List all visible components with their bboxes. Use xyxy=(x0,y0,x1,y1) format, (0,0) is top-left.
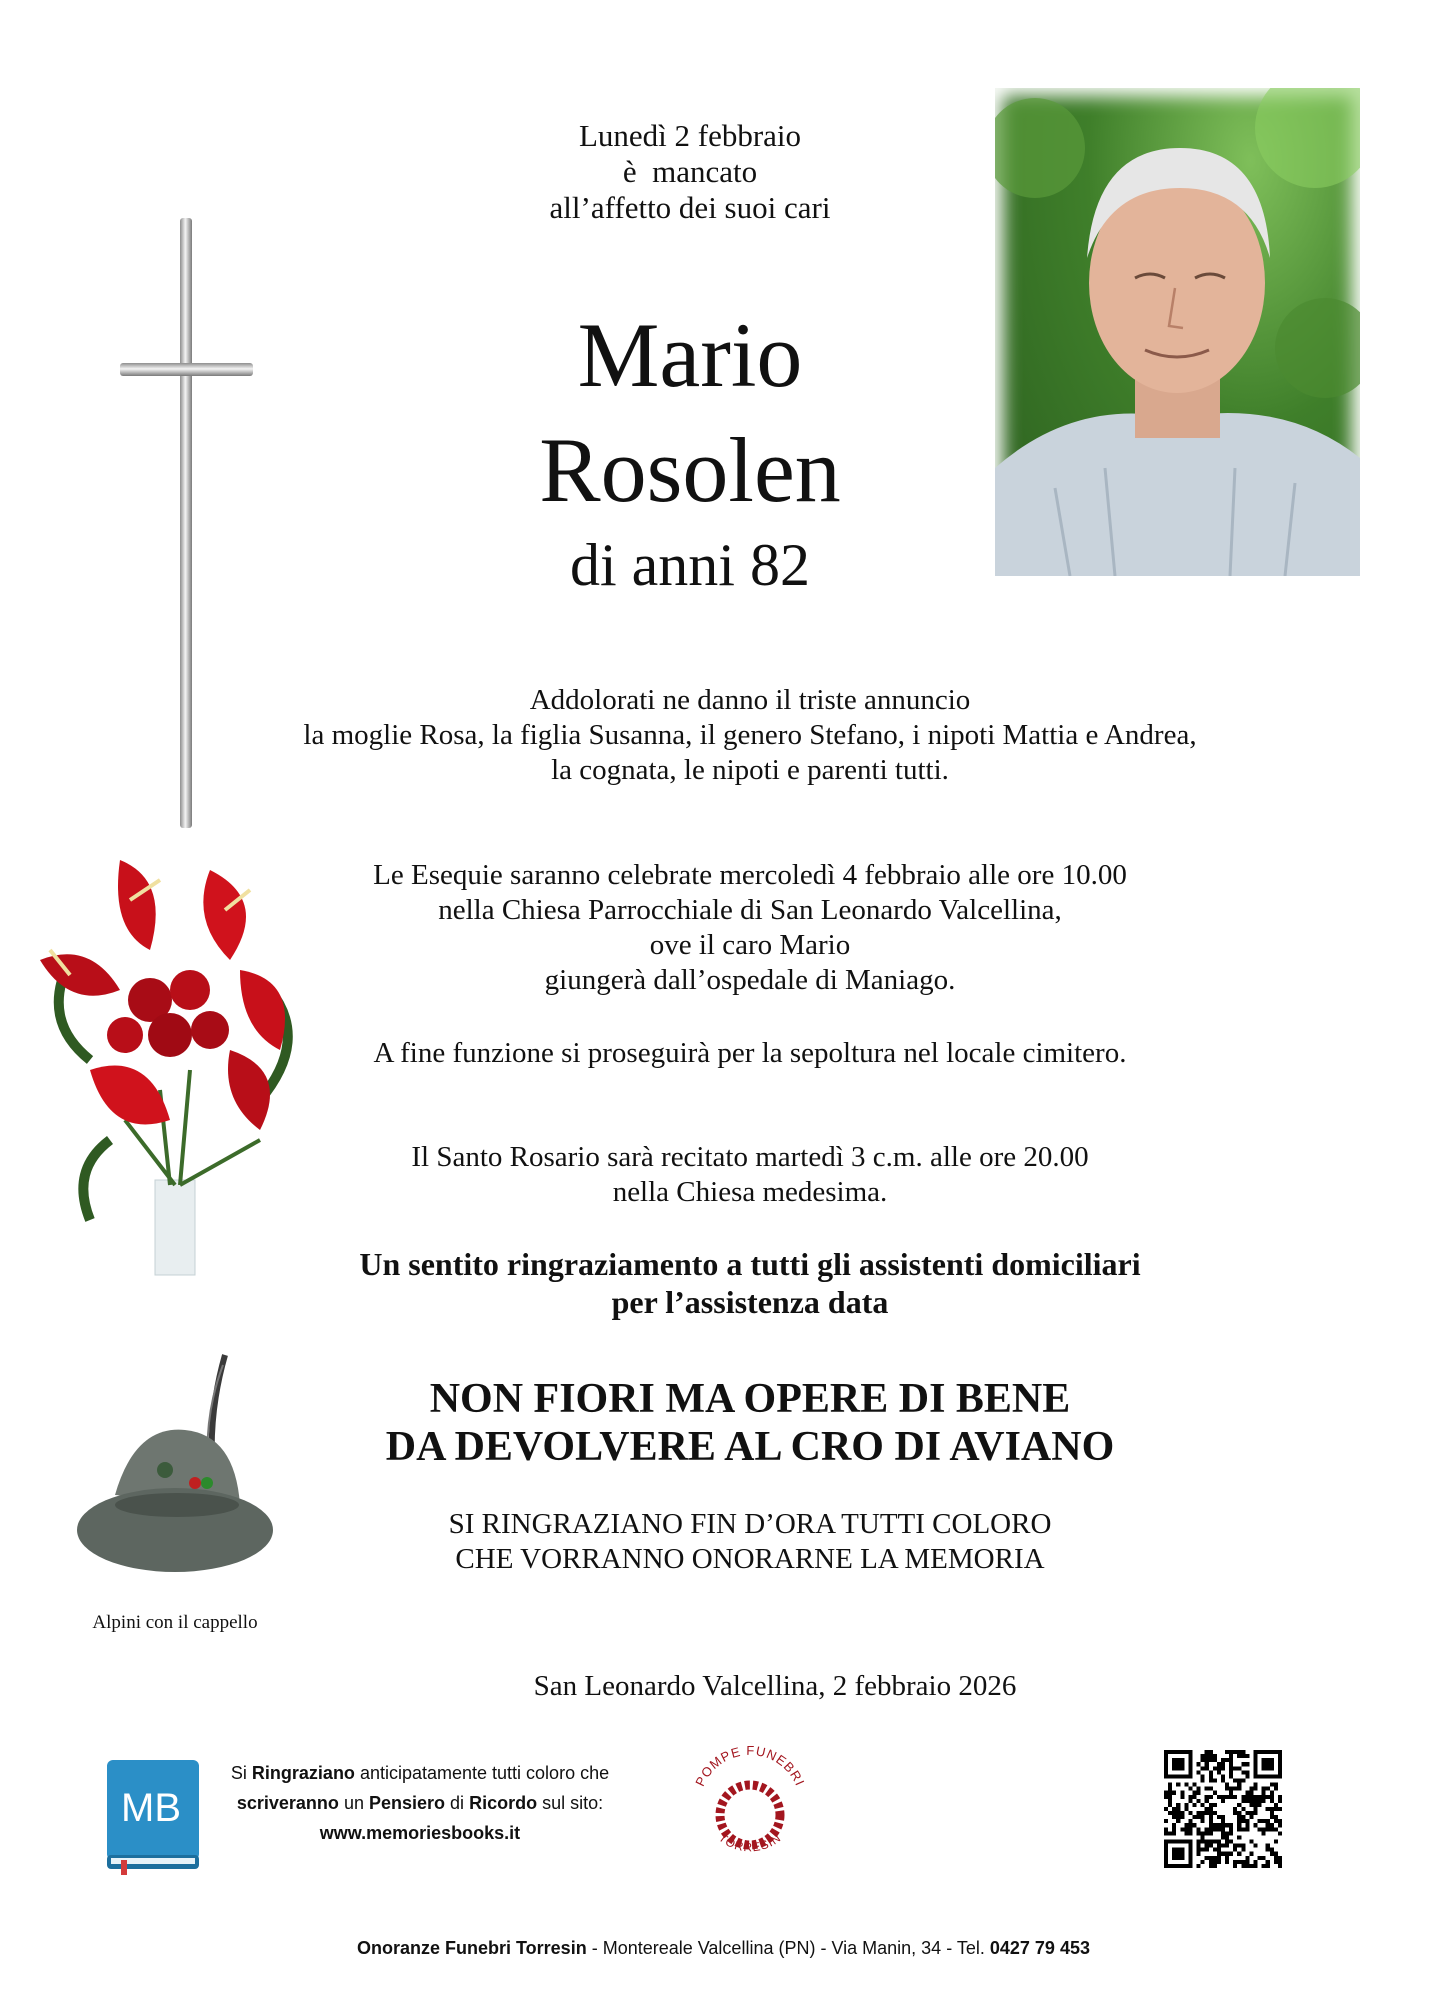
pompe-logo-top: POMPE FUNEBRI xyxy=(692,1742,808,1789)
footer-phone: 0427 79 453 xyxy=(989,1938,1090,1958)
acknowledgement-line: CHE VORRANNO ONORARNE LA MEMORIA xyxy=(455,1543,1045,1575)
burial-info: A fine funzione si proseguirà per la sepoltura nel locale cimitero. xyxy=(373,1037,1127,1069)
deceased-age: di anni 82 xyxy=(570,532,810,598)
alpini-hat-image xyxy=(75,1345,275,1595)
memoriesbooks-logo[interactable] xyxy=(103,1760,203,1875)
mb-text-part: anticipatamente tutti coloro che xyxy=(359,1763,610,1783)
thanks-note xyxy=(225,1245,1275,1321)
place-date: San Leonardo Valcellina, 2 febbraio 2026 xyxy=(533,1670,1017,1702)
mb-text-part: sul sito: xyxy=(542,1793,604,1813)
funeral-line: Le Esequie saranno celebrate mercoledì 4 febbraio alle ore 10.00 xyxy=(373,859,1127,891)
intro-line-1: Lunedì 2 febbraio xyxy=(578,118,802,153)
hat-caption: Alpini con il cappello xyxy=(92,1612,258,1633)
footer-contact xyxy=(0,1938,1447,1959)
mb-text-part: Ringraziano xyxy=(251,1763,355,1783)
announcement xyxy=(225,683,1275,788)
pompe-logo-bottom: TORRESIN xyxy=(716,1830,784,1855)
announcement-line: la cognata, le nipoti e parenti tutti. xyxy=(551,754,949,786)
mb-text-part: Pensiero xyxy=(368,1793,446,1813)
acknowledgement xyxy=(330,1507,1170,1577)
intro-text xyxy=(480,118,900,226)
funeral-line: ove il caro Mario xyxy=(649,929,851,961)
svg-text:POMPE FUNEBRI xyxy=(692,1743,808,1789)
qr-code[interactable] xyxy=(1164,1750,1282,1868)
donation-request xyxy=(300,1375,1200,1471)
donation-line: DA DEVOLVERE AL CRO DI AVIANO xyxy=(385,1424,1115,1470)
donation-line: NON FIORI MA OPERE DI BENE xyxy=(429,1376,1071,1422)
deceased-last-name: Rosolen xyxy=(539,419,841,521)
rosary-line: nella Chiesa medesima. xyxy=(612,1176,888,1208)
memoriesbooks-text xyxy=(205,1758,635,1848)
funeral-info xyxy=(225,858,1275,998)
rosary-info xyxy=(225,1140,1275,1210)
funeral-line: nella Chiesa Parrocchiale di San Leonardo Valcellina, xyxy=(438,894,1062,926)
footer-company: Onoranze Funebri Torresin xyxy=(357,1938,587,1958)
deceased-first-name: Mario xyxy=(577,304,803,406)
portrait-photo xyxy=(995,88,1360,576)
intro-line-2: è mancato xyxy=(622,154,758,189)
rosary-line: Il Santo Rosario sarà recitato martedì 3 c.m. alle ore 20.00 xyxy=(411,1141,1089,1173)
mb-text-part: Si xyxy=(230,1763,247,1783)
footer-address: - Montereale Valcellina (PN) - Via Manin, 34 - Tel. xyxy=(586,1938,990,1958)
intro-line-3: all’affetto dei suoi cari xyxy=(549,190,831,225)
memoriesbooks-logo-text: MB xyxy=(121,1786,181,1830)
svg-text:TORRESIN xyxy=(716,1830,784,1854)
acknowledgement-line: SI RINGRAZIANO FIN D’ORA TUTTI COLORO xyxy=(448,1508,1052,1540)
memoriesbooks-url[interactable]: www.memoriesbooks.it xyxy=(319,1823,521,1843)
announcement-line: Addolorati ne danno il triste annuncio xyxy=(529,684,971,716)
thanks-line: Un sentito ringraziamento a tutti gli assistenti domiciliari xyxy=(359,1246,1141,1282)
mb-text-part: Ricordo xyxy=(469,1793,538,1813)
announcement-line: la moglie Rosa, la figlia Susanna, il genero Stefano, i nipoti Mattia e Andrea, xyxy=(303,719,1197,751)
mb-text-part: un xyxy=(343,1793,364,1813)
funeral-line: giungerà dall’ospedale di Maniago. xyxy=(544,964,956,996)
mb-text-part: di xyxy=(450,1793,465,1813)
thanks-line: per l’assistenza data xyxy=(611,1284,889,1320)
pompe-funebri-logo xyxy=(690,1735,810,1875)
mb-text-part: scriveranno xyxy=(236,1793,339,1813)
